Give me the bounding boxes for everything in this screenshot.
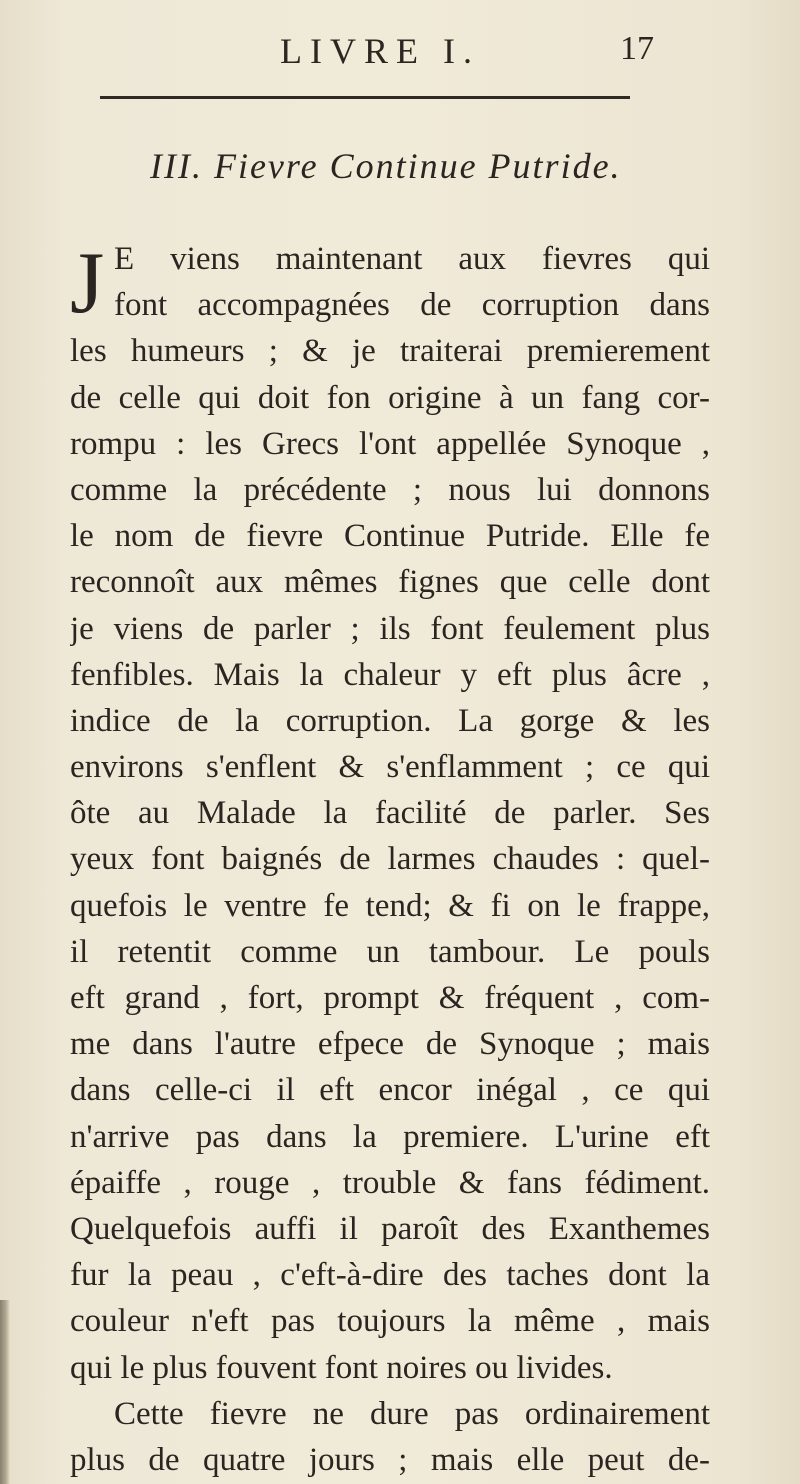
text-line: je viens de parler ; ils font feulement plus bbox=[70, 610, 710, 647]
text-line: font accompagnées de corruption dans bbox=[114, 287, 710, 324]
text-line: ôte au Malade la facilité de parler. Ses bbox=[70, 795, 710, 832]
text-line: n'arrive pas dans la premiere. L'urine eft bbox=[70, 1118, 710, 1155]
page-number: 17 bbox=[620, 30, 654, 67]
text-line: comme la précédente ; nous lui donnons bbox=[70, 471, 710, 508]
running-head: LIVRE I. bbox=[280, 31, 480, 71]
text-line: dans celle-ci il eft encor inégal , ce qui bbox=[70, 1072, 710, 1109]
text-line: épaiffe , rouge , trouble & fans fédiment. bbox=[70, 1164, 710, 1201]
text-line: de celle qui doit fon origine à un fang cor- bbox=[70, 379, 710, 416]
text-line: rompu : les Grecs l'ont appellée Synoque , bbox=[70, 425, 710, 462]
text-line: couleur n'eft pas toujours la même , mais bbox=[70, 1303, 710, 1340]
text-line: il retentit comme un tambour. Le pouls bbox=[70, 933, 710, 970]
section-title: III. Fievre Continue Putride. bbox=[150, 146, 622, 186]
text-line: Quelquefois auffi il paroît des Exanthemes bbox=[70, 1210, 710, 1247]
body-text bbox=[70, 236, 710, 1483]
drop-cap: J bbox=[70, 235, 105, 332]
text-line: les humeurs ; & je traiterai premierement bbox=[70, 333, 710, 370]
header-rule bbox=[100, 96, 630, 99]
page-edge-shadow bbox=[0, 1300, 10, 1484]
text-line: E viens maintenant aux fievres qui bbox=[114, 241, 710, 277]
text-line: indice de la corruption. La gorge & les bbox=[70, 702, 710, 739]
text-line: le nom de fievre Continue Putride. Elle fe bbox=[70, 518, 710, 555]
text-line: environs s'enflent & s'enflamment ; ce qui bbox=[70, 749, 710, 786]
text-line: fenfibles. Mais la chaleur y eft plus âcre , bbox=[70, 656, 710, 693]
text-line: plus de quatre jours ; mais elle peut de- bbox=[70, 1441, 710, 1478]
text-line: reconnoît aux mêmes fignes que celle dont bbox=[70, 564, 710, 601]
text-line: eft grand , fort, prompt & fréquent , com- bbox=[70, 980, 710, 1016]
text-line: quefois le ventre fe tend; & fi on le frappe, bbox=[70, 887, 710, 924]
text-line: yeux font baignés de larmes chaudes : quel- bbox=[70, 841, 710, 878]
text-line: qui le plus fouvent font noires ou livides. bbox=[70, 1349, 613, 1386]
text-line: me dans l'autre efpece de Synoque ; mais bbox=[70, 1026, 710, 1063]
text-line: Cette fievre ne dure pas ordinairement bbox=[114, 1395, 710, 1432]
text-line: fur la peau , c'eft-à-dire des taches dont la bbox=[70, 1257, 710, 1294]
